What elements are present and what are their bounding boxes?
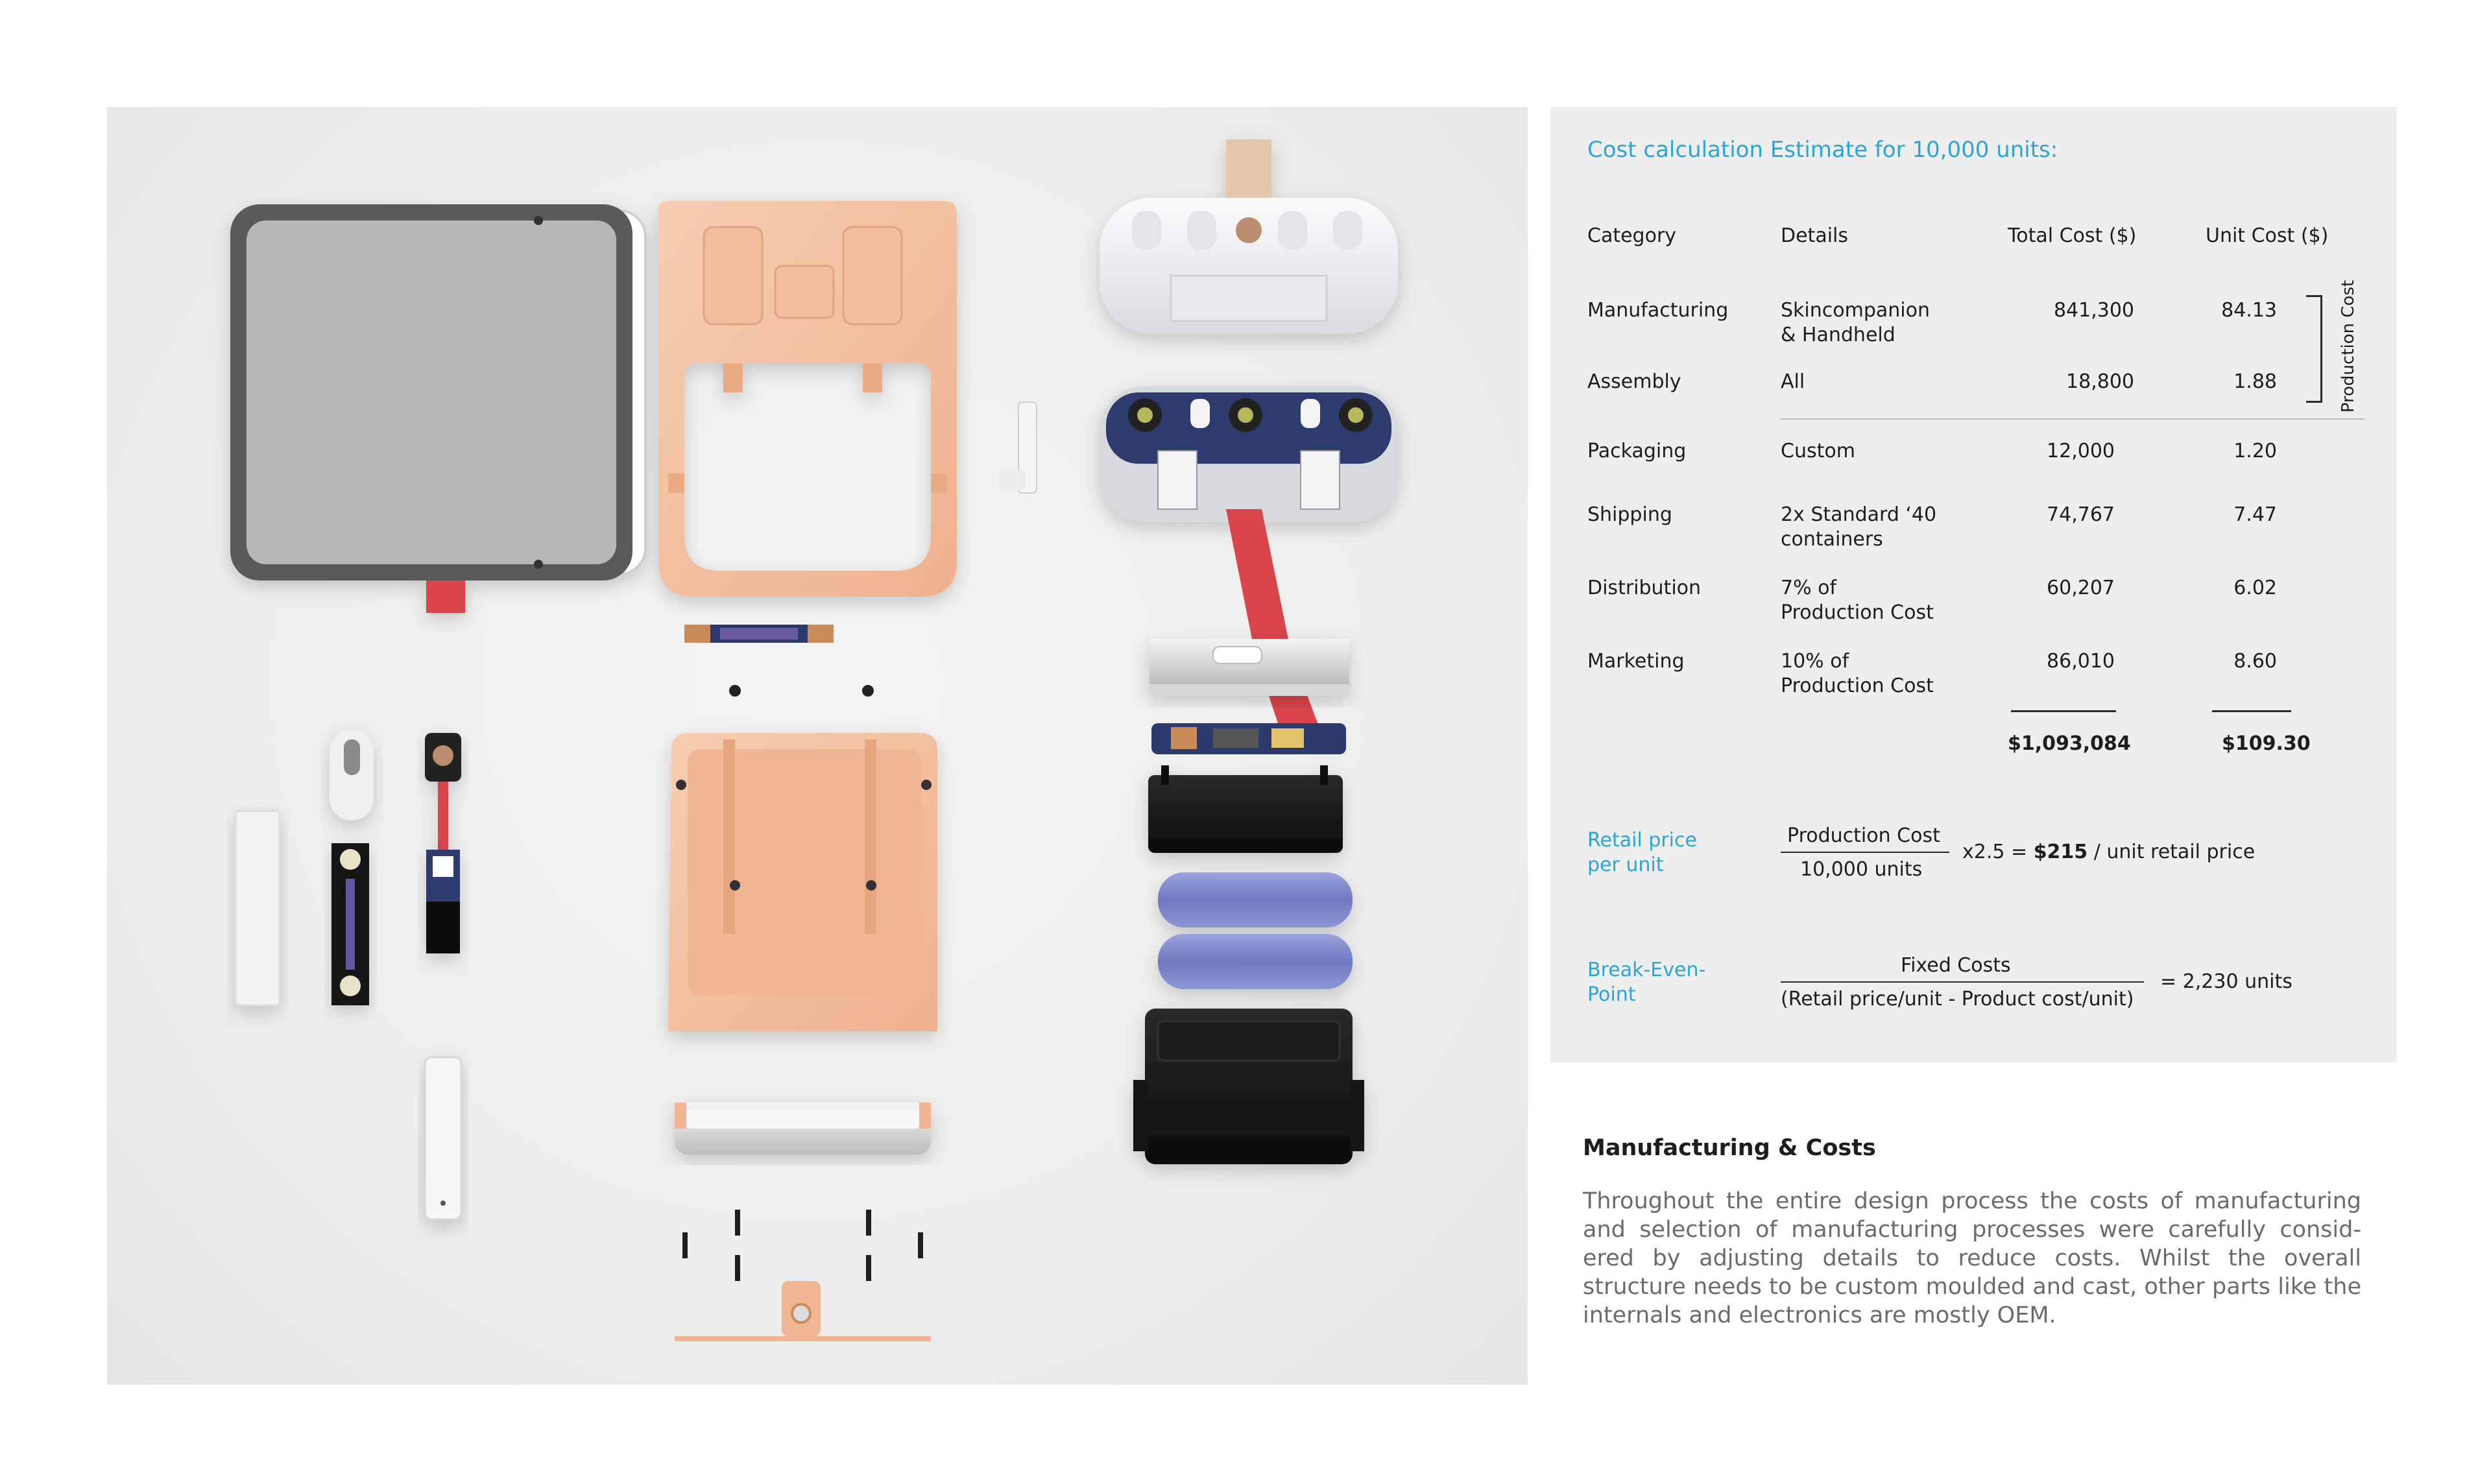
row-category: Distribution	[1587, 577, 1702, 599]
row-total: 841,300	[2053, 299, 2134, 322]
production-cost-label: Production Cost	[2339, 280, 2358, 413]
metal-base-plate	[675, 1103, 931, 1155]
retail-numerator: Production Cost	[1787, 824, 1940, 847]
white-handle-stick	[425, 1057, 461, 1219]
row-unit: 8.60	[2233, 650, 2277, 673]
break-even-denominator: (Retail price/unit - Product cost/unit)	[1781, 988, 2134, 1011]
grand-total: $1,093,084	[2008, 732, 2131, 755]
row-unit: 1.88	[2233, 370, 2277, 393]
side-clip	[999, 402, 1037, 493]
cost-calculation-panel	[1550, 107, 2397, 1062]
break-even-label-line2: Point	[1587, 983, 1636, 1006]
row-category: Marketing	[1587, 650, 1685, 673]
section-body: Throughout the entire design process the costs of manufacturing and selection of manufacturing processes were carefully consid-ered by adjusting details to reduce costs. Whilst the overall structure needs to be custom moulded and cast, other parts like the internals and electronics are mostly OEM.	[1583, 1188, 2361, 1328]
retail-label-line2: per unit	[1587, 854, 1664, 876]
exploded-view-render	[107, 107, 1528, 1385]
header-details: Details	[1781, 224, 1849, 247]
device-screen-unit	[230, 204, 645, 613]
row-total: 18,800	[2066, 370, 2134, 393]
break-even-numerator: Fixed Costs	[1901, 954, 2011, 977]
exploded-view-illustration	[107, 107, 1528, 1385]
white-tube	[235, 811, 280, 1005]
row-unit: 7.47	[2233, 503, 2277, 526]
break-even-fraction-bar	[1781, 981, 2144, 983]
battery-cells	[1158, 872, 1353, 989]
ribbon-cable	[1226, 509, 1320, 733]
row-category: Shipping	[1587, 503, 1672, 526]
section-divider	[1781, 418, 2365, 420]
unit-total-rule	[2212, 710, 2291, 712]
row-details-line1: Skincompanion	[1781, 299, 1930, 322]
screws	[682, 1210, 923, 1281]
retail-denominator: 10,000 units	[1800, 858, 1923, 881]
probe-with-ribbon	[425, 733, 461, 953]
metal-bracket	[1149, 639, 1349, 696]
row-total: 74,767	[2047, 503, 2115, 526]
row-unit: 6.02	[2233, 577, 2277, 599]
production-cost-bracket	[2306, 295, 2322, 403]
break-even-result: = 2,230 units	[2160, 970, 2292, 993]
battery-enclosure	[1133, 1009, 1364, 1164]
sensor-head-cap	[1100, 139, 1398, 334]
row-details-line2: containers	[1781, 528, 1883, 551]
retail-fraction-bar	[1781, 852, 1949, 853]
row-details-line2: Production Cost	[1781, 675, 1934, 697]
black-tray	[1148, 765, 1343, 853]
row-unit: 1.20	[2233, 440, 2277, 462]
unit-grand-total: $109.30	[2222, 732, 2311, 755]
main-pcb	[1151, 723, 1346, 754]
row-details-line1: 2x Standard ‘40	[1781, 503, 1937, 526]
row-unit: 84.13	[2221, 299, 2277, 322]
section-title: Manufacturing & Costs	[1583, 1135, 1876, 1161]
header-total-cost: Total Cost ($)	[2008, 224, 2137, 247]
row-category: Packaging	[1587, 440, 1687, 462]
row-details-line2: Production Cost	[1781, 601, 1934, 624]
peach-bottom-housing	[668, 733, 937, 1031]
retail-label-line1: Retail price	[1587, 829, 1697, 852]
row-details-line2: & Handheld	[1781, 324, 1895, 346]
row-details-line1: 10% of	[1781, 650, 1849, 673]
row-details-line1: All	[1781, 370, 1805, 393]
row-details-line1: Custom	[1781, 440, 1855, 462]
row-details-line1: 7% of	[1781, 577, 1837, 599]
total-rule	[2011, 710, 2116, 712]
row-category: Manufacturing	[1587, 299, 1729, 322]
row-total: 86,010	[2047, 650, 2115, 673]
strap-connector	[675, 1281, 931, 1341]
sensor-head-pcb	[1100, 386, 1398, 522]
black-probe-board	[331, 843, 369, 1005]
retail-result: x2.5 = $215 / unit retail price	[1962, 841, 2256, 863]
peach-top-frame	[658, 201, 957, 597]
row-total: 12,000	[2047, 440, 2115, 462]
cost-panel-title: Cost calculation Estimate for 10,000 units:	[1587, 137, 2058, 163]
pcb-strip	[684, 625, 834, 643]
row-category: Assembly	[1587, 370, 1681, 393]
sensor-tip-cap	[330, 730, 374, 820]
row-total: 60,207	[2047, 577, 2115, 599]
header-category: Category	[1587, 224, 1677, 247]
break-even-label-line1: Break-Even-	[1587, 959, 1706, 981]
header-unit-cost: Unit Cost ($)	[2206, 224, 2329, 247]
